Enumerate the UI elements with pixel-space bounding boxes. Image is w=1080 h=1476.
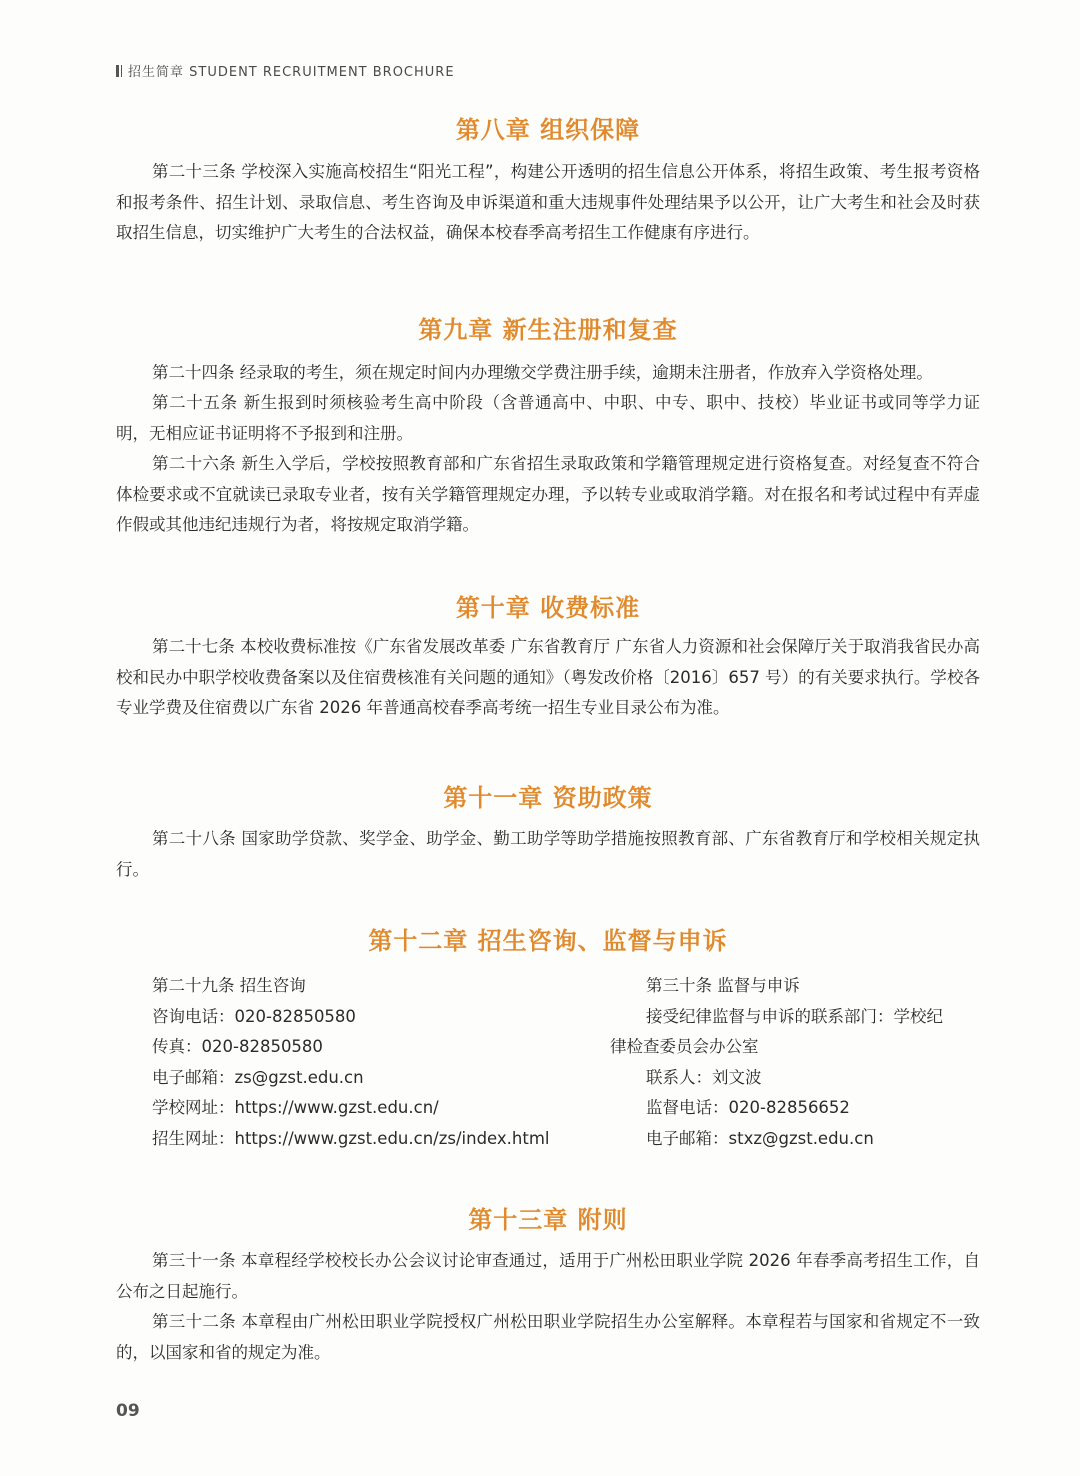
article-29-heading: 第二十九条 招生咨询 — [152, 976, 306, 995]
chapter-11-title: 第十一章 资助政策 — [443, 784, 653, 812]
brochure-header — [116, 61, 455, 80]
page-number: 09 — [116, 1401, 140, 1421]
chapter-8-title: 第八章 组织保障 — [455, 116, 641, 144]
article-32: 第三十二条 本章程由广州松田职业学院授权广州松田职业学院招生办公室解释。本章程若与国家和省规定不一致的，以国家和省的规定为准。 — [116, 1312, 980, 1362]
article-25: 第二十五条 新生报到时须核验考生高中阶段（含普通高中、中职、中专、职中、技校）毕业证书或同等学力证明，无相应证书证明将不予报到和注册。 — [116, 393, 980, 443]
article-31: 第三十一条 本章程经学校校长办公会议讨论审查通过，适用于广州松田职业学院 2026 年春季高考招生工作，自公布之日起施行。 — [116, 1251, 980, 1301]
article-30-heading: 第三十条 监督与申诉 — [646, 976, 800, 995]
chapter-9-title: 第九章 新生注册和复查 — [418, 316, 678, 344]
supervision-contact-block — [610, 971, 980, 1154]
admissions-email-link[interactable]: 电子邮箱：zs@gzst.edu.cn — [152, 1067, 364, 1087]
article-24: 第二十四条 经录取的考生，须在规定时间内办理缴交学费注册手续，逾期未注册者，作放弃入学资格处理。 — [152, 363, 933, 382]
article-23: 第二十三条 学校深入实施高校招生“阳光工程”，构建公开透明的招生信息公开体系，将招生政策、考生报考资格和报考条件、招生计划、录取信息、考生咨询及申诉渠道和重大违规事件处理结果予以公开，让广大考生和社会及时获取招生信息，切实维护广大考生的合法权益，确保本校春季高考招生工作健康有序进行。 — [116, 162, 980, 242]
contact-person: 联系人：刘文波 — [646, 1067, 762, 1087]
consult-phone: 咨询电话：020-82850580 — [152, 1006, 356, 1026]
article-26: 第二十六条 新生入学后，学校按照教育部和广东省招生录取政策和学籍管理规定进行资格复查。对经复查不符合体检要求或不宜就读已录取专业者，按有关学籍管理规定办理，予以转专业或取消学籍。对在报名和考试过程中有弄虚作假或其他违纪违规行为者，将按规定取消学籍。 — [116, 454, 980, 534]
admissions-website-link[interactable]: 招生网址：https://www.gzst.edu.cn/zs/index.html — [152, 1128, 550, 1148]
supervision-department-line2: 律检查委员会办公室 — [610, 1037, 759, 1056]
chapter-10-title: 第十章 收费标准 — [455, 594, 641, 622]
supervision-email-link[interactable]: 电子邮箱：stxz@gzst.edu.cn — [646, 1128, 874, 1148]
chapter-13-title: 第十三章 附则 — [468, 1206, 628, 1234]
admissions-contact-block — [152, 971, 550, 1154]
chapter-12-title: 第十二章 招生咨询、监督与申诉 — [368, 927, 728, 955]
fax-number: 传真：020-82850580 — [152, 1037, 323, 1056]
header-bars-icon — [116, 65, 124, 77]
article-27: 第二十七条 本校收费标准按《广东省发展改革委 广东省教育厅 广东省人力资源和社会保障厅关于取消我省民办高校和民办中职学校收费备案以及住宿费核准有关问题的通知》（粤发改价格〔2016〕657 号）的有关要求执行。学校各专业学费及住宿费以广东省 2026 年普通高校春季高考统一招生专业目录公布为准。 — [116, 637, 980, 717]
article-28: 第二十八条 国家助学贷款、奖学金、助学金、勤工助学等助学措施按照教育部、广东省教育厅和学校相关规定执行。 — [116, 829, 980, 879]
school-website-link[interactable]: 学校网址：https://www.gzst.edu.cn/ — [152, 1098, 439, 1117]
supervision-department-line1: 接受纪律监督与申诉的联系部门：学校纪 — [646, 1006, 943, 1026]
header-label: 招生简章 STUDENT RECRUITMENT BROCHURE — [128, 65, 455, 80]
supervision-phone: 监督电话：020-82856652 — [646, 1098, 850, 1117]
